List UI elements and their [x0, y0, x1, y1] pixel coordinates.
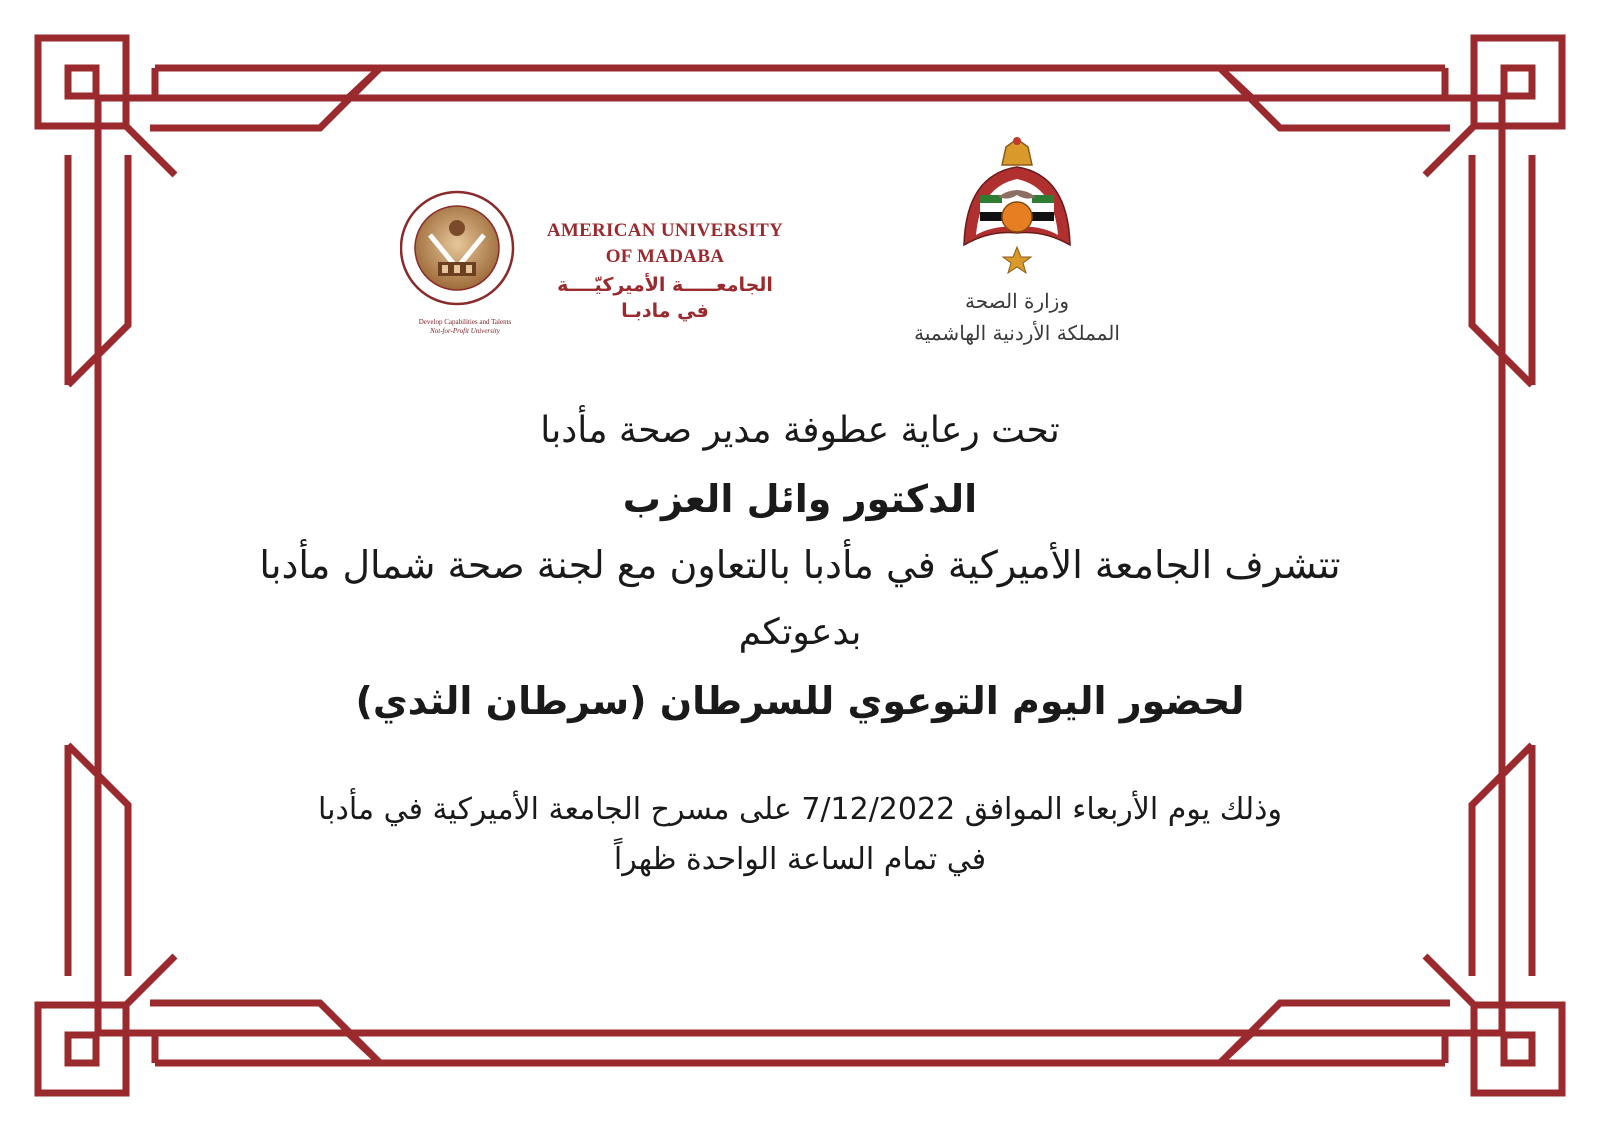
moh-logo: [912, 135, 1122, 365]
aum-seal-icon: [400, 190, 530, 315]
event-time: في تمام الساعة الواحدة ظهراً: [613, 842, 987, 877]
aum-name-ar-line2: في مادبـا: [621, 300, 709, 322]
patronage-line: تحت رعاية عطوفة مدير صحة مأدبا: [540, 410, 1060, 451]
jordan-coat-of-arms-icon: [954, 135, 1080, 280]
moh-line1: وزارة الصحة: [965, 289, 1069, 313]
patron-name: الدكتور وائل العزب: [622, 477, 978, 521]
event-date-venue: وذلك يوم الأربعاء الموافق 7/12/2022 على مسرح الجامعة الأميركية في مأدبا: [317, 792, 1283, 827]
aum-tagline-line1: Develop Capabilities and Talents: [418, 318, 512, 326]
moh-line2: المملكة الأردنية الهاشمية: [914, 321, 1120, 345]
aum-logo: [400, 190, 800, 340]
moh-text: [912, 285, 1122, 349]
host-line: تتشرف الجامعة الأميركية في مأدبا بالتعاون مع لجنة صحة شمال مأدبا: [259, 543, 1341, 587]
aum-name-arabic: [530, 272, 800, 324]
event-title: لحضور اليوم التوعوي للسرطان (سرطان الثدي): [355, 679, 1245, 723]
aum-name-english: [530, 218, 800, 270]
aum-name-en-line2: OF MADABA: [605, 246, 725, 267]
aum-name-en-line1: AMERICAN UNIVERSITY: [546, 220, 784, 241]
aum-name-ar-line1: الجامعـــــة الأميركيّــــة: [557, 274, 773, 296]
aum-tagline: [400, 318, 530, 336]
aum-tagline-line2: Not-for-Profit University: [430, 327, 500, 335]
invite-line: بدعوتكم: [738, 612, 862, 653]
